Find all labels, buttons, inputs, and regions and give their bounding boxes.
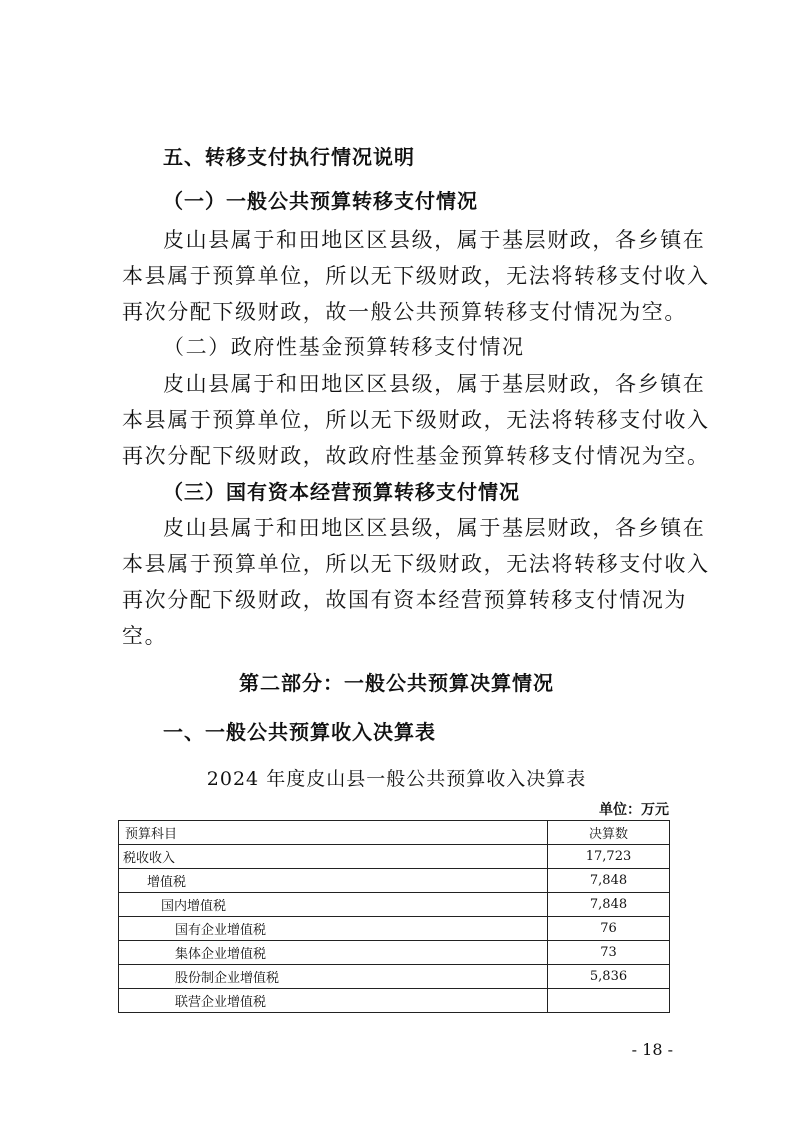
paragraph-line: 本县属于预算单位，所以无下级财政，无法将转移支付收入 (122, 408, 710, 432)
table-row (119, 965, 670, 989)
subsection-2-title: （二）政府性基金预算转移支付情况 (163, 335, 525, 359)
row-label: 股份制企业增值税 (119, 965, 548, 989)
paragraph-line: 再次分配下级财政，故一般公共预算转移支付情况为空。 (122, 300, 687, 324)
part-heading: 第二部分：一般公共预算决算情况 (239, 671, 554, 695)
section-heading: 一、一般公共预算收入决算表 (163, 720, 436, 744)
unit-label: 单位：万元 (599, 802, 669, 818)
table-title: 2024 年度皮山县一般公共预算收入决算表 (206, 768, 587, 790)
table-row (119, 893, 670, 917)
subsection-1-title: （一）一般公共预算转移支付情况 (163, 189, 478, 213)
table-header-row (119, 821, 670, 845)
paragraph-line: 再次分配下级财政，故国有资本经营预算转移支付情况为 (122, 588, 687, 612)
paragraph-line: 皮山县属于和田地区区县级，属于基层财政，各乡镇在 (163, 372, 706, 396)
paragraph-line: 皮山县属于和田地区区县级，属于基层财政，各乡镇在 (163, 228, 706, 252)
row-value (548, 989, 670, 1013)
row-label: 增值税 (119, 869, 548, 893)
table-row (119, 869, 670, 893)
row-label: 税收收入 (119, 845, 548, 869)
row-value: 5,836 (548, 965, 670, 989)
paragraph-line: 空。 (122, 624, 168, 648)
page-number: - 18 - (631, 1040, 673, 1059)
revenue-table (118, 820, 670, 1013)
subsection-3-title: （三）国有资本经营预算转移支付情况 (163, 480, 520, 504)
row-value: 7,848 (548, 869, 670, 893)
row-label: 集体企业增值税 (119, 941, 548, 965)
row-value: 73 (548, 941, 670, 965)
table-row (119, 917, 670, 941)
row-value: 76 (548, 917, 670, 941)
header-cell: 预算科目 (119, 821, 548, 845)
paragraph-line: 本县属于预算单位，所以无下级财政，无法将转移支付收入 (122, 264, 710, 288)
paragraph-line: 再次分配下级财政，故政府性基金预算转移支付情况为空。 (122, 444, 710, 468)
row-label: 国有企业增值税 (119, 917, 548, 941)
table-row (119, 989, 670, 1013)
section-heading: 五、转移支付执行情况说明 (163, 145, 415, 169)
table-row (119, 941, 670, 965)
row-value: 17,723 (548, 845, 670, 869)
header-cell: 决算数 (548, 821, 670, 845)
row-label: 国内增值税 (119, 893, 548, 917)
row-label: 联营企业增值税 (119, 989, 548, 1013)
paragraph-line: 本县属于预算单位，所以无下级财政，无法将转移支付收入 (122, 552, 710, 576)
row-value: 7,848 (548, 893, 670, 917)
paragraph-line: 皮山县属于和田地区区县级，属于基层财政，各乡镇在 (163, 516, 706, 540)
table-row (119, 845, 670, 869)
